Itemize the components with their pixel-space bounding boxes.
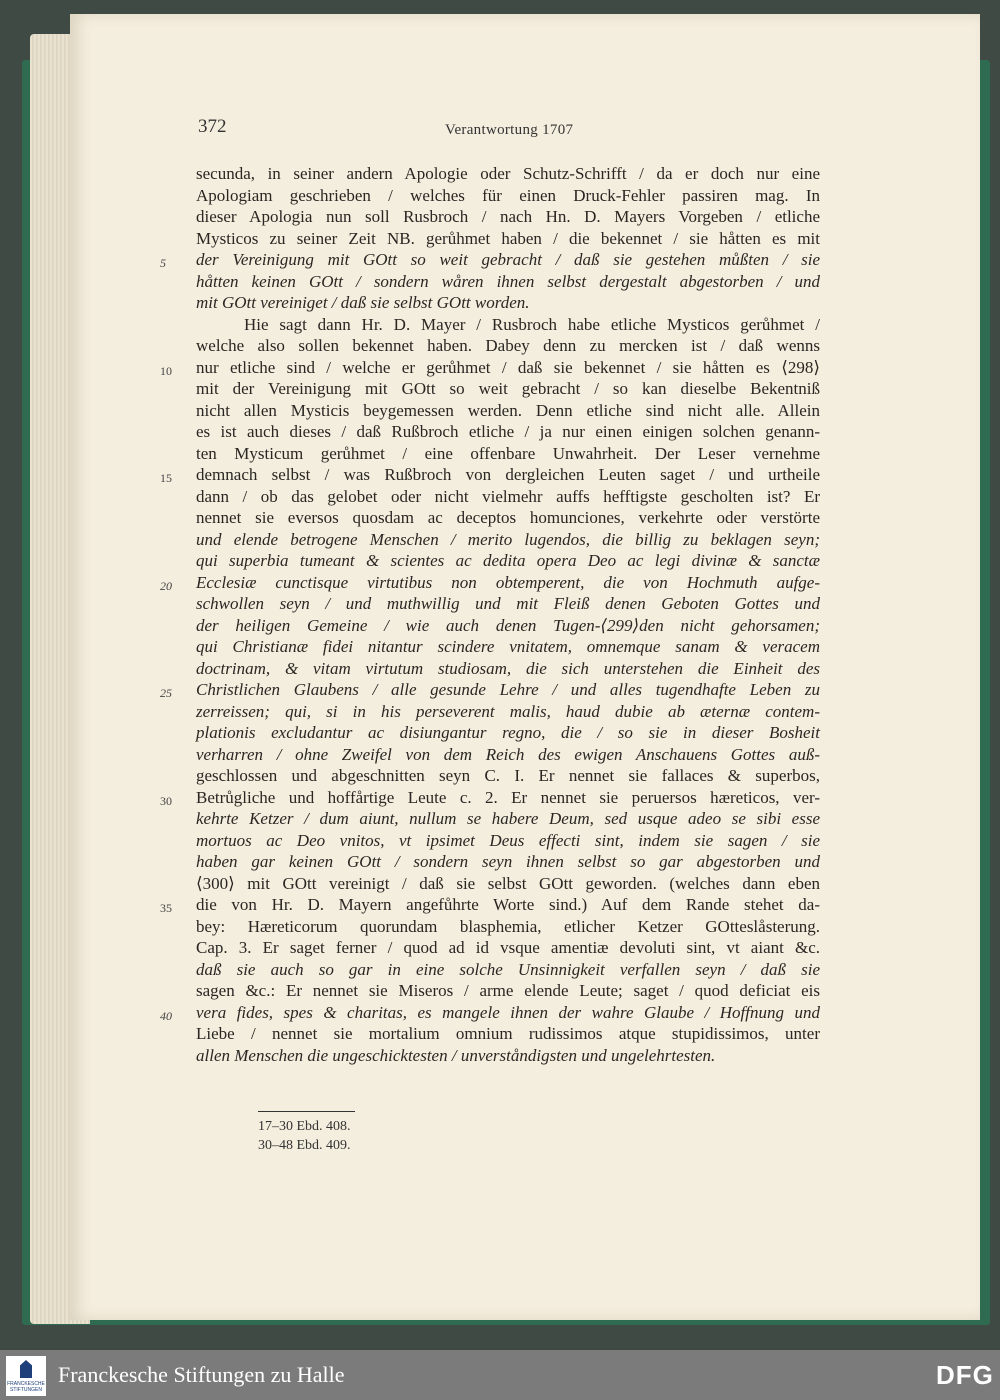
text-line: haben gar keinen GOtt / sondern seyn ihnen selbst so gar abgestorben und [196, 852, 820, 871]
building-icon [20, 1360, 32, 1378]
page-number: 372 [198, 116, 227, 137]
text-line: 20 Ecclesiæ cunctisque virtutibus non obtemperent, die von Hochmuth aufge- [196, 572, 820, 594]
text-line: ⟨300⟩ mit GOtt vereinigt / daß sie selbst GOtt geworden. (welches dann eben [196, 873, 820, 893]
text-line: 15 demnach selbst / was Rußbroch von dergleichen Leuten saget / und urtheile [196, 464, 820, 486]
text-line: Mysticos zu seiner Zeit NB. gerůhmet haben / die bekennet / sie håtten es mit [196, 228, 820, 248]
line-number: 20 [160, 578, 172, 593]
footer-banner [0, 1350, 1000, 1400]
footnotes [258, 1117, 351, 1155]
text-line: qui superbia tumeant & scientes ac dedita opera Deo ac legi divinæ & sanctæ [196, 551, 820, 570]
line-number: 10 [160, 363, 172, 378]
dfg-logo[interactable]: DFG [936, 1360, 994, 1390]
text-line: nennet sie eversos quosdam ac deceptos homunciones, verkehrte oder verstörte [196, 508, 820, 527]
text-line: sagen &c.: Er nennet sie Miseros / arme elende Leute; saget / quod deficiat eis [196, 981, 820, 1000]
footnote: 17–30 Ebd. 408. [258, 1119, 351, 1134]
text-line: Hie sagt dann Hr. D. Mayer / Rusbroch habe etliche Mysticos gerůhmet / [244, 314, 820, 334]
text-line: kehrte Ketzer / dum aiunt, nullum se habere Deum, sed usque adeo se sibi esse [196, 809, 820, 828]
text-line: Cap. 3. Er saget ferner / quod ad id vsque amentiæ devoluti sint, vt aiant &c. [196, 938, 820, 957]
text-line: nicht allen Mysticis beygemessen werden. Denn etliche sind nicht alle. Allein [196, 400, 820, 420]
text-line: 35 die von Hr. D. Mayern angefůhrte Worte sind.) Auf dem Rande stehet da- [196, 894, 820, 916]
running-title: Verantwortung 1707 [445, 122, 574, 138]
line-number: 30 [160, 793, 172, 808]
line-number: 15 [160, 471, 172, 485]
text-line: allen Menschen die ungeschicktesten / unverståndigsten und ungelehrtesten. [196, 1045, 716, 1065]
text-line: verharren / ohne Zweifel von dem Reich des ewigen Anschauens Gottes auß- [196, 744, 820, 764]
line-number: 5 [160, 256, 166, 270]
text-line: håtten keinen GOtt / sondern wåren ihnen selbst dergestalt abgestorben / und [196, 271, 820, 291]
text-line: mortuos ac Deo vnitos, vt ipsimet Deus effecti sint, indem sie sagen / sie [196, 830, 820, 850]
text-line: mit der Vereinigung mit GOtt so weit gebracht / so kan dieselbe Bekentniß [196, 379, 820, 398]
footnote: 30–48 Ebd. 409. [258, 1138, 351, 1153]
text-line: qui Christianæ fidei nitantur scindere vnitatem, omnemque sanam & veracem [196, 637, 820, 656]
text-line: welche also sollen bekennet haben. Dabey denn zu mercken ist / daß wenns [196, 336, 820, 355]
text-line: es ist auch dieses / daß Rußbroch etliche / ja nur einen einigen solchen genann- [196, 422, 820, 441]
text-line: secunda, in seiner andern Apologie oder Schutz-Schrifft / da er doch nur eine [196, 164, 820, 183]
text-line: dann / ob das gelobet oder nicht vielmehr auffs hefftigste gescholten ist? Er [196, 486, 820, 506]
text-line: 5 der Vereinigung mit GOtt so weit gebracht / daß sie gestehen můßten / sie [196, 249, 820, 271]
line-number: 40 [160, 1008, 172, 1023]
text-line: zerreissen; qui, si in his perseverent malis, haud dubie ab æternæ contem- [196, 701, 820, 721]
text-line: Liebe / nennet sie mortalium omnium rudissimos atque stupidissimos, unter [196, 1024, 820, 1043]
institution-name[interactable]: Franckesche Stiftungen zu Halle [58, 1362, 345, 1387]
text-line: 40 vera fides, spes & charitas, es mangele ihnen der wahre Glaube / Hoffnung und [196, 1002, 820, 1024]
institution-logo[interactable] [6, 1356, 46, 1396]
text-line: schwollen seyn / und muthwillig und mit Fleiß denen Geboten Gottes und [196, 594, 820, 613]
text-line: Apologiam geschrieben / welches für einen Druck-Fehler passiren mag. In [196, 185, 820, 205]
text-line: 25 Christlichen Glaubens / alle gesunde Lehre / und alles tugendhafte Leben zu [196, 679, 820, 701]
text-line: und elende betrogene Menschen / merito lugendos, die billig zu beklagen seyn; [196, 529, 820, 549]
text-line: bey: Hæreticorum quorundam blasphemia, etlicher Ketzer GOtteslåsterung. [196, 916, 820, 936]
text-line: dieser Apologia nun soll Rusbroch / nach Hn. D. Mayers Vorgeben / etliche [196, 207, 820, 226]
text-line: 30 Betrůgliche und hoffårtige Leute c. 2. Er nennet sie peruersos hæreticos, ver- [196, 787, 820, 809]
logo-text: FRANCKESCHE STIFTUNGEN [7, 1381, 45, 1393]
text-line: daß sie auch so gar in eine solche Unsinnigkeit verfallen seyn / daß sie [196, 959, 820, 979]
text-line: mit GOtt vereiniget / daß sie selbst GOtt worden. [196, 293, 530, 312]
body-text [160, 163, 820, 1066]
text-line: geschlossen und abgeschnitten seyn C. I. Er nennet sie fallaces & superbos, [196, 766, 820, 785]
text-line: doctrinam, & vitam virtutum studiosam, die sich unterstehen die Einheit des [196, 658, 820, 678]
text-line: der heiligen Gemeine / wie auch denen Tugen-⟨299⟩den nicht gehorsamen; [196, 615, 820, 635]
line-number: 35 [160, 901, 172, 915]
line-number: 25 [160, 686, 172, 700]
text-line: plationis excludantur ac disiungantur regno, die / so sie in dieser Bosheit [196, 723, 820, 742]
text-line: ten Mysticum gerůhmet / eine offenbare Unwahrheit. Der Leser vernehme [196, 443, 820, 463]
footnote-rule [258, 1111, 355, 1112]
text-line: 10 nur etliche sind / welche er gerůhmet / daß sie bekennet / sie håtten es ⟨298⟩ [196, 357, 820, 379]
